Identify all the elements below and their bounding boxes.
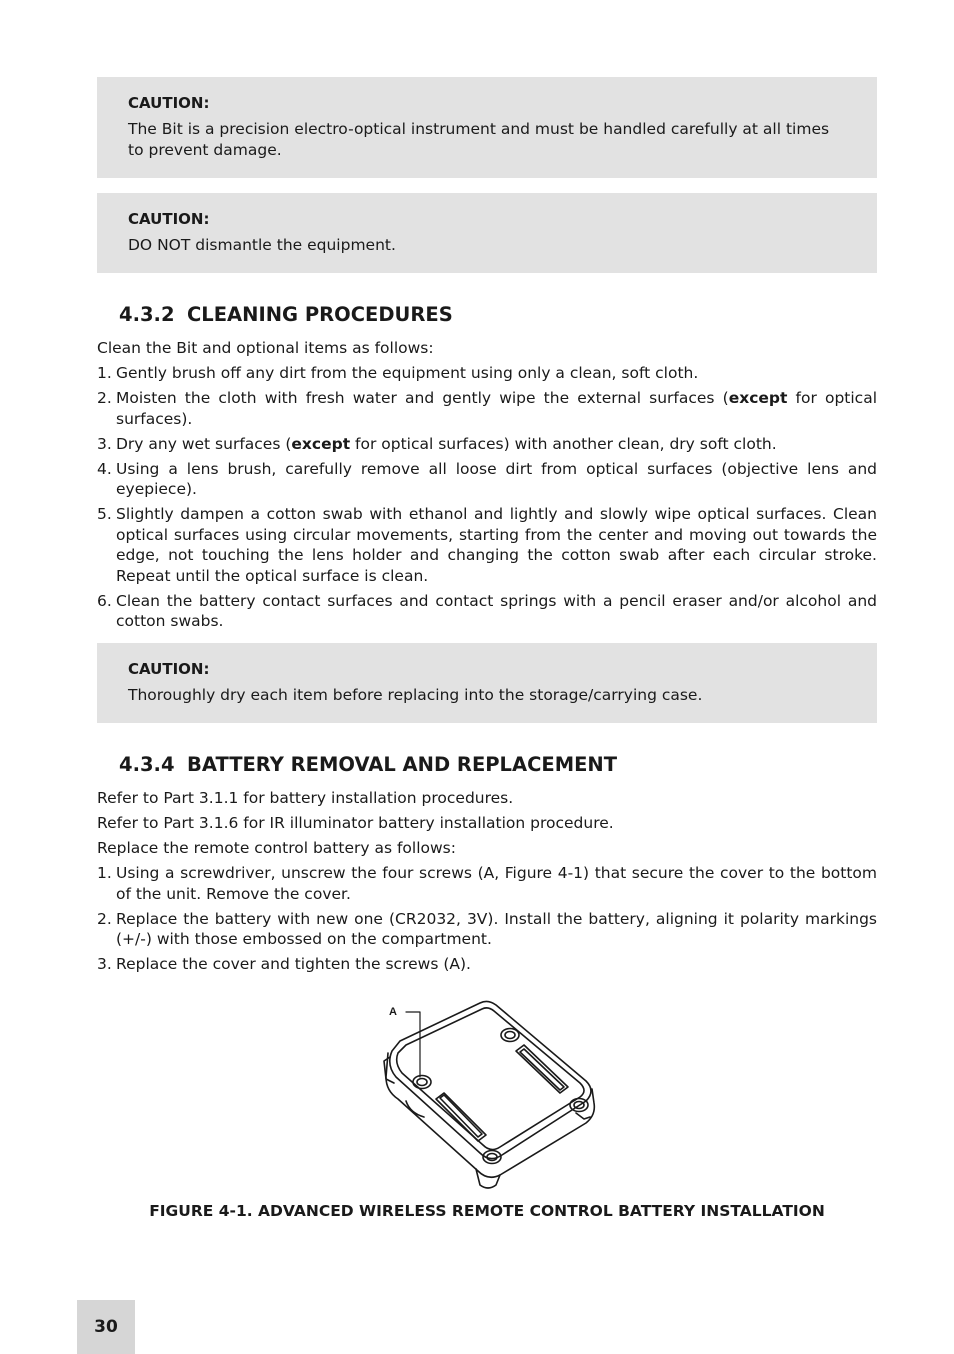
step-number: 3.	[97, 434, 112, 453]
remote-control-drawing	[380, 995, 610, 1195]
step-text: Replace the cover and tighten the screws (A).	[116, 955, 471, 973]
battery-ref-1: Refer to Part 3.1.1 for battery installation procedures.	[97, 789, 514, 807]
step-text: for optical surfaces) with another clean, dry soft cloth.	[350, 434, 777, 453]
step-text: Using a screwdriver, unscrew the four screws (A, Figure 4-1) that secure the cover to the bottom of the unit. Remove the cover.	[116, 864, 877, 903]
section-number: 4.3.4	[119, 753, 175, 776]
battery-intro: Replace the remote control battery as follows:	[97, 839, 456, 857]
list-item	[97, 591, 877, 632]
caution-title: CAUTION:	[128, 210, 210, 228]
caution-box-handling	[97, 77, 877, 178]
list-item	[97, 459, 877, 500]
step-number: 4.	[97, 459, 112, 478]
step-text: Slightly dampen a cotton swab with ethanol and lightly and slowly wipe optical surfaces. Clean optical surfaces using circular movements, starting from the center and moving out towards the edge, not touching the lens holder and changing the cotton swab after each circular stroke. Repeat until the optical surface is clean.	[116, 505, 877, 585]
step-text: Using a lens brush, carefully remove all loose dirt from optical surfaces (objective lens and eyepiece).	[116, 459, 877, 498]
step-number: 5.	[97, 505, 112, 523]
section-number: 4.3.2	[119, 303, 175, 326]
list-item	[97, 863, 877, 904]
page-number: 30	[77, 1300, 135, 1354]
step-emphasis: except	[291, 434, 351, 453]
callout-label-a: A	[389, 1006, 397, 1018]
section-heading-cleaning	[119, 303, 453, 327]
step-text: Dry any wet surfaces (	[116, 434, 292, 453]
caution-text: DO NOT dismantle the equipment.	[128, 236, 396, 254]
figure-caption: FIGURE 4-1. ADVANCED WIRELESS REMOTE CONTROL BATTERY INSTALLATION	[149, 1202, 825, 1220]
caution-box-dismantle	[97, 193, 877, 273]
step-number: 2.	[97, 389, 112, 407]
step-number: 1.	[97, 364, 112, 382]
caution-text: The Bit is a precision electro-optical instrument and must be handled carefully at all times to prevent damage.	[128, 120, 830, 159]
caution-title: CAUTION:	[128, 660, 210, 678]
list-item	[97, 388, 877, 429]
section-heading-battery	[119, 753, 617, 777]
caution-text: Thoroughly dry each item before replacing into the storage/carrying case.	[128, 686, 703, 704]
caution-title: CAUTION:	[128, 94, 210, 112]
battery-steps	[97, 863, 877, 979]
list-item	[97, 434, 877, 455]
section-title: BATTERY REMOVAL AND REPLACEMENT	[187, 753, 618, 776]
step-text: for optical surfaces).	[116, 389, 877, 428]
list-item	[97, 954, 877, 975]
list-item	[97, 504, 877, 586]
step-number: 1.	[97, 864, 112, 882]
step-text: Moisten the cloth with fresh water and gently wipe the external surfaces (	[116, 389, 729, 407]
step-emphasis: except	[728, 389, 788, 407]
caution-box-drying	[97, 643, 877, 723]
step-number: 3.	[97, 955, 112, 973]
step-text: Gently brush off any dirt from the equipment using only a clean, soft cloth.	[116, 364, 699, 382]
step-number: 2.	[97, 909, 112, 928]
cleaning-intro: Clean the Bit and optional items as follows:	[97, 339, 434, 357]
step-number: 6.	[97, 591, 112, 610]
step-text: Replace the battery with new one (CR2032, 3V). Install the battery, aligning it polarity markings (+/-) with those embossed on the compartment.	[116, 909, 877, 948]
battery-ref-2: Refer to Part 3.1.6 for IR illuminator battery installation procedure.	[97, 814, 614, 832]
list-item	[97, 909, 877, 950]
step-text: Clean the battery contact surfaces and contact springs with a pencil eraser and/or alcohol and cotton swabs.	[116, 591, 877, 630]
cleaning-steps	[97, 363, 877, 636]
list-item	[97, 363, 877, 384]
section-title: CLEANING PROCEDURES	[187, 303, 453, 326]
remote-control-figure	[380, 995, 610, 1195]
